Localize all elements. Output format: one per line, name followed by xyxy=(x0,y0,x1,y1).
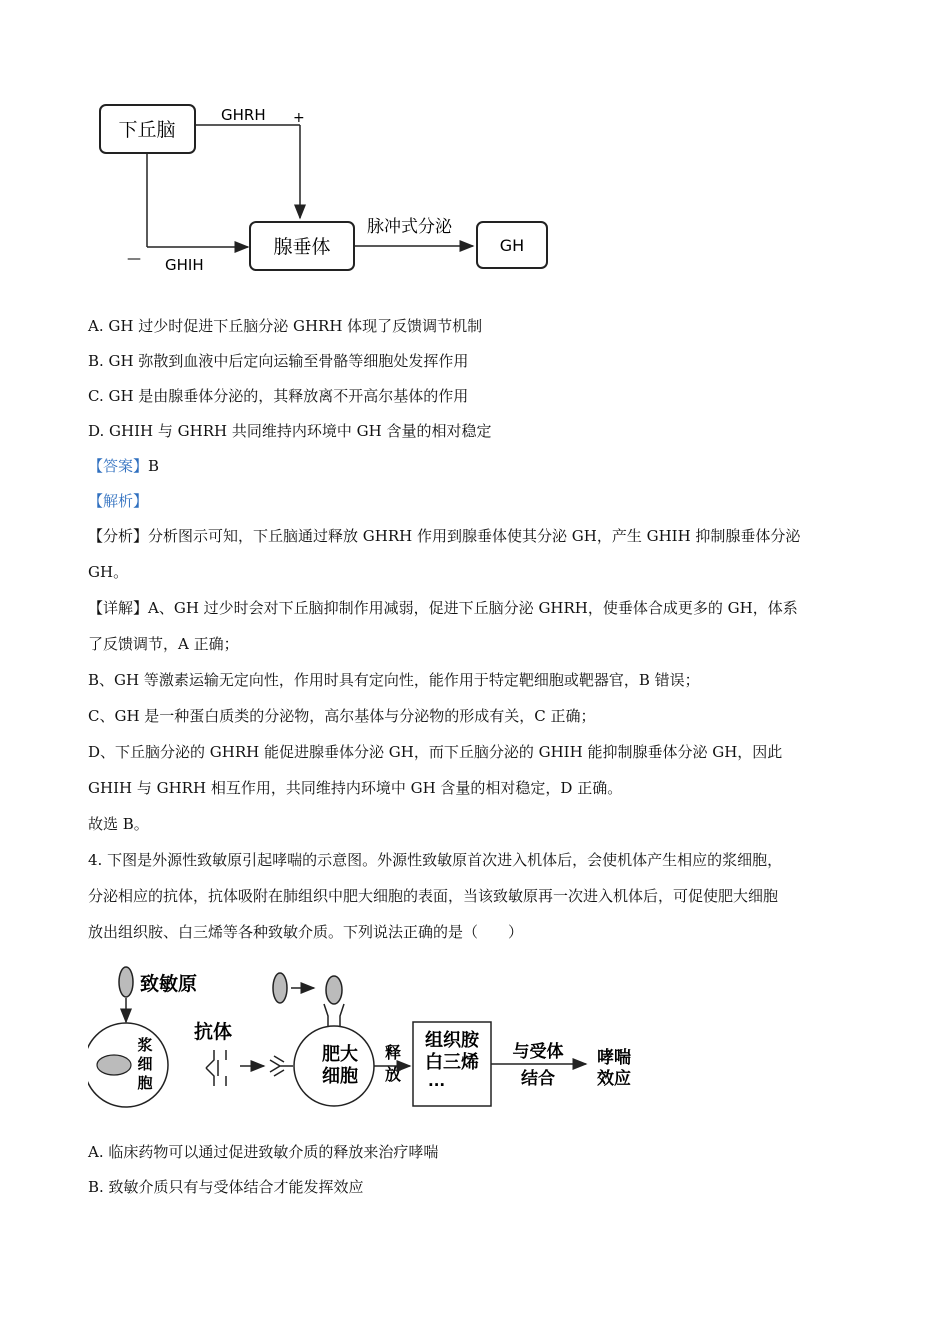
xiangjie-a-text: A、GH 过少时会对下丘脑抑制作用减弱，促进下丘脑分泌 GHRH，使垂体合成更多的 GH，体系 xyxy=(148,599,798,617)
q4-line-2: 分泌相应的抗体，抗体吸附在肺组织中肥大细胞的表面，当该致敏原再一次进入机体后，可促使肥大细胞 xyxy=(88,887,779,905)
q4-option-b: B. 致敏介质只有与受体结合才能发挥效应 xyxy=(88,1178,364,1196)
effect-label-1: 哮喘 xyxy=(597,1048,631,1068)
analysis-label: 【解析】 xyxy=(88,492,149,510)
hypothalamus-label: 下丘脑 xyxy=(118,119,176,141)
mast-label-2: 细胞 xyxy=(322,1066,358,1087)
option-a: A. GH 过少时促进下丘脑分泌 GHRH 体现了反馈调节机制 xyxy=(88,317,483,335)
fenxi-line-2: GH。 xyxy=(88,563,129,581)
xiangjie-a-line-2: 了反馈调节，A 正确； xyxy=(88,635,239,653)
ghih-label: GHIH xyxy=(165,256,204,274)
mediator-1: 组织胺 xyxy=(425,1030,479,1051)
plasma-char-3: 胞 xyxy=(137,1074,153,1092)
gh-label: GH xyxy=(499,236,525,255)
option-c: C. GH 是由腺垂体分泌的，其释放离不开高尔基体的作用 xyxy=(88,387,469,405)
fenxi-line-1 xyxy=(88,526,800,546)
pulse-secretion-label: 脉冲式分泌 xyxy=(367,217,452,237)
xiangjie-d-line-1: D、下丘脑分泌的 GHRH 能促进腺垂体分泌 GH，而下丘脑分泌的 GHIH 能抑制腺垂体分泌 GH，因此 xyxy=(88,743,783,761)
fenxi-label: 【分析】 xyxy=(88,527,149,545)
plasma-char-2: 细 xyxy=(137,1055,153,1073)
release-char-1: 释 xyxy=(384,1043,402,1062)
allergen-particle xyxy=(119,967,133,997)
fenxi-text: 分析图示可知，下丘脑通过释放 GHRH 作用到腺垂体使其分泌 GH，产生 GHIH 抑制腺垂体分泌 xyxy=(148,527,801,545)
minus-sign: — xyxy=(127,251,141,267)
xiangjie-line-1 xyxy=(88,598,798,618)
asthma-diagram xyxy=(88,960,648,1110)
xiangjie-label: 【详解】 xyxy=(88,599,149,617)
bind-label-2: 结合 xyxy=(521,1069,555,1089)
allergen-label: 致敏原 xyxy=(140,973,198,995)
xiangjie-b: B、GH 等激素运输无定向性，作用时具有定向性，能作用于特定靶细胞或靶器官，B 错误； xyxy=(88,671,700,689)
option-d: D. GHIH 与 GHRH 共同维持内环境中 GH 含量的相对稳定 xyxy=(88,422,492,440)
plasma-nucleus xyxy=(97,1055,131,1075)
antibody-label: 抗体 xyxy=(194,1021,233,1043)
q4-line-3: 放出组织胺、白三烯等各种致敏介质。下列说法正确的是（ ） xyxy=(88,923,524,941)
answer-line xyxy=(88,456,159,476)
receptor-antibody-icon xyxy=(324,1004,344,1026)
conclusion: 故选 B。 xyxy=(88,815,149,833)
mediator-2: 白三烯 xyxy=(425,1052,479,1073)
pituitary-label: 腺垂体 xyxy=(273,236,331,258)
mast-label-1: 肥大 xyxy=(322,1044,358,1065)
q4-line-1: 4. 下图是外源性致敏原引起哮喘的示意图。外源性致敏原首次进入机体后，会使机体产生相应的浆细胞， xyxy=(88,851,783,869)
gh-regulation-diagram xyxy=(95,100,555,280)
plus-sign: + xyxy=(293,110,305,126)
allergen-particle-2 xyxy=(273,973,287,1003)
plasma-char-1: 浆 xyxy=(137,1036,153,1054)
option-b: B. GH 弥散到血液中后定向运输至骨骼等细胞处发挥作用 xyxy=(88,352,469,370)
release-char-2: 放 xyxy=(384,1065,402,1084)
bind-label-1: 与受体 xyxy=(512,1042,564,1062)
ghrh-label: GHRH xyxy=(221,106,266,124)
effect-label-2: 效应 xyxy=(597,1069,631,1089)
answer-label: 【答案】 xyxy=(88,457,149,475)
q4-option-a: A. 临床药物可以通过促进致敏介质的释放来治疗哮喘 xyxy=(88,1143,439,1161)
mediator-3: ... xyxy=(428,1072,446,1090)
antibody-icon xyxy=(206,1050,226,1086)
answer-value: B xyxy=(148,457,160,475)
bound-antibody-icon xyxy=(270,1056,293,1076)
xiangjie-d-line-2: GHIH 与 GHRH 相互作用，共同维持内环境中 GH 含量的相对稳定，D 正确。 xyxy=(88,779,623,797)
allergen-bound xyxy=(326,976,342,1004)
xiangjie-c: C、GH 是一种蛋白质类的分泌物，高尔基体与分泌物的形成有关，C 正确； xyxy=(88,707,596,725)
